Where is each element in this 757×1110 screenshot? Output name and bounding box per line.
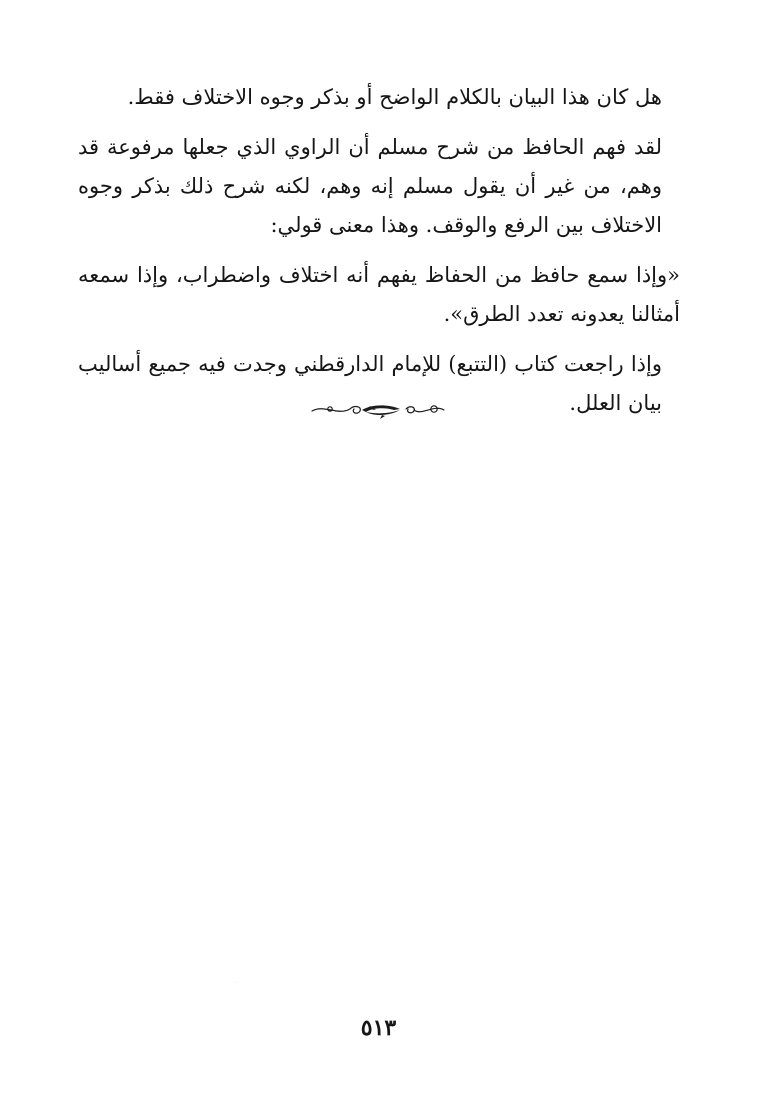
quotation-paragraph	[78, 256, 680, 334]
paragraph-line: الاختلاف بين الرفع والوقف. وهذا معنى قولي:	[270, 213, 662, 237]
paragraph-line: وهم، من غير أن يقول مسلم إنه وهم، لكنه شرح ذلك بذكر وجوه	[78, 174, 662, 198]
paragraph-1	[78, 78, 680, 117]
paragraph-line: «وإذا سمع حافظ من الحفاظ يفهم أنه اختلاف واضطراب، وإذا سمعه	[78, 263, 680, 287]
paragraph-line: لقد فهم الحافظ من شرح مسلم أن الراوي الذي جعلها مرفوعة قد	[78, 135, 662, 159]
paragraph-line: أمثالنا يعدونه تعدد الطرق».	[443, 302, 680, 326]
paragraph-line: بيان العلل.	[569, 391, 662, 415]
paragraph-line: هل كان هذا البيان بالكلام الواضح أو بذكر وجوه الاختلاف فقط.	[127, 85, 662, 109]
paragraph-2	[78, 128, 680, 245]
ornament-divider-icon	[310, 398, 446, 422]
page-number: ٥١٣	[360, 1015, 397, 1041]
scan-mark	[236, 982, 237, 983]
paragraph-line: وإذا راجعت كتاب (التتبع) للإمام الدارقطني وجدت فيه جميع أساليب	[78, 352, 662, 376]
body-text	[78, 78, 680, 434]
